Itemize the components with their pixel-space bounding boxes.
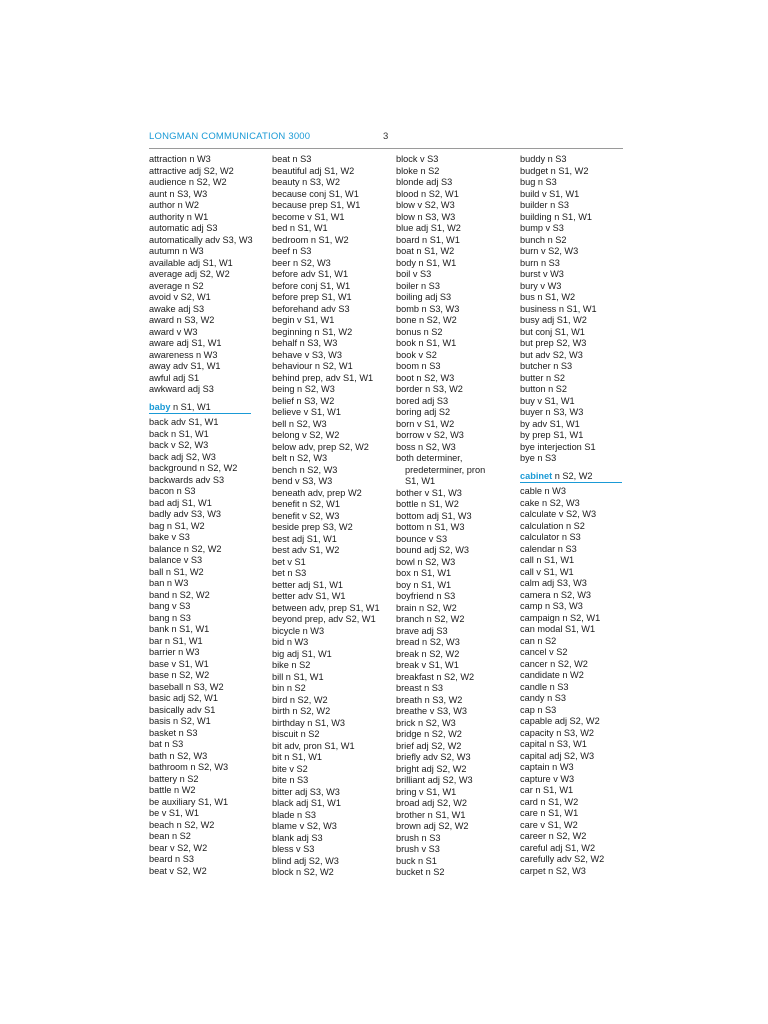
word-entry: award v W3 xyxy=(149,326,198,337)
word-entry: available adj S1, W1 xyxy=(149,257,233,268)
word-entry: ball n S1, W2 xyxy=(149,566,204,577)
word-entry: business n S1, W1 xyxy=(520,303,597,314)
word-entry: bucket n S2 xyxy=(396,867,445,877)
word-entry: bite n S3 xyxy=(272,775,309,785)
word-entry: be v S1, W1 xyxy=(149,808,200,818)
word-entry: bill n S1, W1 xyxy=(272,671,324,682)
word-entry: award n S3, W2 xyxy=(149,315,215,325)
word-entry: balance n S2, W2 xyxy=(149,543,222,554)
word-entry: S1, W1 xyxy=(405,476,436,486)
word-entry: back adv S1, W1 xyxy=(149,417,219,427)
word-entry: big adj S1, W1 xyxy=(272,648,332,659)
word-entry: bit n S1, W1 xyxy=(272,752,323,762)
word-entry: beside prep S3, W2 xyxy=(272,522,353,532)
word-entry: burn v S2, W3 xyxy=(520,246,579,256)
word-entry: average n S2 xyxy=(149,280,204,291)
word-entry: blame v S2, W3 xyxy=(272,821,337,831)
word-entry: belief n S3, W2 xyxy=(272,395,335,406)
word-entry: bye interjection S1 xyxy=(520,441,596,452)
word-entry: brain n S2, W2 xyxy=(396,602,457,613)
section-head-c xyxy=(520,471,622,484)
word-entry: bedroom n S1, W2 xyxy=(272,234,349,245)
word-entry: basis n S2, W1 xyxy=(149,716,211,726)
word-entry: bowl n S2, W3 xyxy=(396,556,456,567)
word-entry: cap n S3 xyxy=(520,704,557,715)
word-entry: better adv S1, W1 xyxy=(272,591,346,601)
word-entry: become v S1, W1 xyxy=(272,211,345,222)
word-entry: blow n S3, W3 xyxy=(396,211,456,222)
word-entry: bottom adj S1, W3 xyxy=(396,510,472,521)
word-entry: bicycle n W3 xyxy=(272,625,325,636)
word-entry: beauty n S3, W2 xyxy=(272,177,340,187)
word-entry: burn n S3 xyxy=(520,257,560,268)
word-entry: bend v S3, W3 xyxy=(272,476,333,486)
word-entry: band n S2, W2 xyxy=(149,589,210,600)
word-entry: basket n S3 xyxy=(149,727,198,738)
word-entry: bet v S1 xyxy=(272,556,306,567)
word-entry: candy n S3 xyxy=(520,693,566,703)
word-entry: building n S1, W1 xyxy=(520,211,593,222)
word-entry: candle n S3 xyxy=(520,681,569,692)
word-entry: beginning n S1, W2 xyxy=(272,326,353,337)
word-column-1 xyxy=(149,154,253,877)
word-entry: be auxiliary S1, W1 xyxy=(149,796,229,807)
word-entry: awareness n W3 xyxy=(149,349,218,360)
section-head-word: baby xyxy=(149,401,171,412)
word-entry: breath n S3, W2 xyxy=(396,694,463,705)
word-entry: bone n S2, W2 xyxy=(396,315,457,325)
word-entry: buck n S1 xyxy=(396,855,437,866)
word-entry: bye n S3 xyxy=(520,453,557,463)
word-entry: back v S2, W3 xyxy=(149,440,209,450)
word-entry: boring adj S2 xyxy=(396,407,451,417)
word-entry: bird n S2, W2 xyxy=(272,694,328,705)
word-entry: bath n S2, W3 xyxy=(149,750,208,761)
word-entry: capacity n S3, W2 xyxy=(520,727,595,738)
word-entry: break v S1, W1 xyxy=(396,660,459,670)
word-entry: bean n S2 xyxy=(149,831,191,841)
word-entry: below adv, prep S2, W2 xyxy=(272,441,369,452)
word-entry: baseball n S3, W2 xyxy=(149,681,224,692)
entry-group xyxy=(272,154,380,879)
word-entry: bury v W3 xyxy=(520,280,562,291)
word-entry: bound adj S2, W3 xyxy=(396,545,470,555)
word-entry: attraction n W3 xyxy=(149,154,211,164)
word-entry: carpet n S2, W3 xyxy=(520,865,586,876)
word-entry: attractive adj S2, W2 xyxy=(149,165,234,176)
word-entry: beard n S3 xyxy=(149,854,194,864)
word-entry: calculator n S3 xyxy=(520,532,581,542)
word-entry: brown adj S2, W2 xyxy=(396,821,469,831)
word-entry: call n S1, W1 xyxy=(520,555,575,565)
word-entry: blonde adj S3 xyxy=(396,177,453,187)
word-entry: bake v S3 xyxy=(149,532,190,542)
word-entry: being n S2, W3 xyxy=(272,384,335,394)
word-entry: calculate v S2, W3 xyxy=(520,509,597,519)
word-entry: brick n S2, W3 xyxy=(396,717,456,728)
running-title: LONGMAN COMMUNICATION 3000 xyxy=(149,131,311,142)
word-entry: boom n S3 xyxy=(396,361,441,371)
word-entry: butcher n S3 xyxy=(520,361,573,371)
word-entry: background n S2, W2 xyxy=(149,463,238,473)
word-entry: build v S1, W1 xyxy=(520,188,580,199)
word-entry: brief adj S2, W2 xyxy=(396,740,462,751)
word-entry: awful adj S1 xyxy=(149,372,200,383)
word-entry: careful adj S1, W2 xyxy=(520,842,596,853)
word-entry: cable n W3 xyxy=(520,486,566,496)
word-entry: bored adj S3 xyxy=(396,395,449,406)
word-entry: bank n S1, W1 xyxy=(149,624,210,634)
word-entry: best adv S1, W2 xyxy=(272,545,340,555)
word-entry: bench n S2, W3 xyxy=(272,464,338,475)
word-entry: campaign n S2, W1 xyxy=(520,612,601,623)
word-entry: awake adj S3 xyxy=(149,303,205,314)
entry-group xyxy=(396,154,500,465)
word-entry: borrow v S2, W3 xyxy=(396,430,464,440)
word-entry: blind adj S2, W3 xyxy=(272,855,339,866)
entry-group xyxy=(520,154,624,465)
word-entry: bitter adj S3, W3 xyxy=(272,786,340,797)
word-entry: call v S1, W1 xyxy=(520,566,574,577)
header-rule xyxy=(149,148,623,149)
word-entry: best adj S1, W1 xyxy=(272,533,337,544)
word-entry: awkward adj S3 xyxy=(149,384,214,394)
word-entry: bloke n S2 xyxy=(396,165,440,176)
word-entry: birth n S2, W2 xyxy=(272,706,331,716)
word-entry: avoid v S2, W1 xyxy=(149,292,211,302)
word-entry: boyfriend n S3 xyxy=(396,591,456,601)
word-entry: badly adv S3, W3 xyxy=(149,509,222,519)
word-entry: black adj S1, W1 xyxy=(272,798,341,808)
word-entry: bounce v S3 xyxy=(396,533,448,544)
section-head-rest: n S1, W1 xyxy=(170,401,211,412)
word-entry: average adj S2, W2 xyxy=(149,269,230,279)
word-entry: but prep S2, W3 xyxy=(520,338,587,348)
word-entry: brilliant adj S2, W3 xyxy=(396,775,473,785)
section-head-rest: n S2, W2 xyxy=(552,470,593,481)
word-entry: bar n S1, W1 xyxy=(149,635,203,646)
word-entry: but adv S2, W3 xyxy=(520,349,583,360)
word-entry: bat n S3 xyxy=(149,739,184,749)
word-entry: begin v S1, W1 xyxy=(272,315,335,325)
entry-continuation xyxy=(396,465,500,488)
word-entry: book n S1, W1 xyxy=(396,338,457,348)
word-entry: because conj S1, W1 xyxy=(272,188,359,199)
word-entry: care n S1, W1 xyxy=(520,808,579,818)
word-entry: can modal S1, W1 xyxy=(520,624,596,634)
word-entry: by adv S1, W1 xyxy=(520,418,580,429)
word-entry: bed n S1, W1 xyxy=(272,223,328,233)
word-entry: button n S2 xyxy=(520,384,567,394)
word-entry: cancer n S2, W2 xyxy=(520,658,588,669)
word-entry: beer n S2, W3 xyxy=(272,257,331,268)
word-entry: bike n S2 xyxy=(272,660,311,670)
word-entry: belt n S2, W3 xyxy=(272,453,328,463)
word-entry: behalf n S3, W3 xyxy=(272,338,338,348)
word-column-2 xyxy=(272,154,380,879)
word-entry: butter n S2 xyxy=(520,372,565,383)
word-entry: automatic adj S3 xyxy=(149,223,218,233)
word-entry: better adj S1, W1 xyxy=(272,579,343,590)
word-entry: beat n S3 xyxy=(272,154,312,164)
word-entry: back adj S2, W3 xyxy=(149,451,216,462)
word-entry: barrier n W3 xyxy=(149,647,200,657)
word-entry: capable adj S2, W2 xyxy=(520,716,600,726)
word-entry: beef n S3 xyxy=(272,246,312,256)
word-entry: between adv, prep S1, W1 xyxy=(272,602,380,613)
word-entry: candidate n W2 xyxy=(520,670,584,680)
word-entry: bad adj S1, W1 xyxy=(149,497,212,508)
word-entry: balance v S3 xyxy=(149,555,203,565)
page-header xyxy=(149,131,623,147)
word-entry: bottom n S1, W3 xyxy=(396,522,465,532)
word-entry: bright adj S2, W2 xyxy=(396,763,467,774)
word-entry: behaviour n S2, W1 xyxy=(272,361,353,371)
word-entry: automatically adv S3, W3 xyxy=(149,234,253,245)
word-entry: beach n S2, W2 xyxy=(149,819,215,830)
word-entry: blank adj S3 xyxy=(272,832,323,843)
word-entry: bug n S3 xyxy=(520,177,557,187)
word-entry: behave v S3, W3 xyxy=(272,349,342,360)
word-entry: branch n S2, W2 xyxy=(396,614,465,624)
word-entry: battle n W2 xyxy=(149,785,196,795)
word-entry: buyer n S3, W3 xyxy=(520,407,584,417)
word-entry: broad adj S2, W2 xyxy=(396,798,467,808)
word-entry: bacon n S3 xyxy=(149,486,196,496)
word-entry: breakfast n S2, W2 xyxy=(396,671,475,682)
word-column-4 xyxy=(520,154,624,877)
word-entry: buddy n S3 xyxy=(520,154,567,164)
word-entry: author n W2 xyxy=(149,200,200,210)
word-entry: base n S2, W2 xyxy=(149,670,210,680)
word-entry: boiling adj S3 xyxy=(396,292,452,302)
word-entry: blood n S2, W1 xyxy=(396,188,459,199)
word-entry: body n S1, W1 xyxy=(396,257,457,268)
section-head-b xyxy=(149,402,251,415)
word-entry: bump v S3 xyxy=(520,223,564,233)
word-entry: audience n S2, W2 xyxy=(149,177,227,187)
word-entry: blade n S3 xyxy=(272,809,316,820)
word-entry: benefit v S2, W3 xyxy=(272,510,340,521)
word-entry: before conj S1, W1 xyxy=(272,280,351,291)
word-entry: bread n S2, W3 xyxy=(396,637,460,647)
word-entry: brother n S1, W1 xyxy=(396,809,466,820)
word-entry: box n S1, W1 xyxy=(396,568,452,578)
word-entry: board n S1, W1 xyxy=(396,234,460,245)
word-entry: back n S1, W1 xyxy=(149,428,209,439)
word-entry: bus n S1, W2 xyxy=(520,292,576,302)
word-entry: can n S2 xyxy=(520,635,557,646)
word-entry: behind prep, adv S1, W1 xyxy=(272,372,374,383)
word-entry: camp n S3, W3 xyxy=(520,601,583,611)
word-entry: battery n S2 xyxy=(149,773,199,784)
word-entry: aunt n S3, W3 xyxy=(149,188,208,199)
word-entry: brave adj S3 xyxy=(396,625,448,636)
word-entry: beforehand adv S3 xyxy=(272,303,350,314)
word-entry: bet n S3 xyxy=(272,568,307,578)
word-entry: cancel v S2 xyxy=(520,647,568,657)
word-entry: before prep S1, W1 xyxy=(272,292,352,302)
word-entry: authority n W1 xyxy=(149,211,209,222)
word-entry: bother v S1, W3 xyxy=(396,487,462,498)
word-entry: burst v W3 xyxy=(520,269,564,279)
word-entry: breathe v S3, W3 xyxy=(396,706,467,716)
word-entry: bite v S2 xyxy=(272,763,308,774)
word-entry: ban n W3 xyxy=(149,578,189,588)
word-entry: boat n S1, W2 xyxy=(396,246,455,256)
word-entry: boy n S1, W1 xyxy=(396,579,452,590)
section-head-word: cabinet xyxy=(520,470,553,481)
word-entry: base v S1, W1 xyxy=(149,658,209,669)
word-entry: career n S2, W2 xyxy=(520,831,587,841)
word-entry: bit adv, pron S1, W1 xyxy=(272,740,355,751)
word-entry: benefit n S2, W1 xyxy=(272,499,340,509)
word-entry: brush n S3 xyxy=(396,832,441,843)
word-entry: carefully adv S2, W2 xyxy=(520,854,605,864)
word-entry: car n S1, W1 xyxy=(520,785,574,795)
word-entry: bridge n S2, W2 xyxy=(396,729,462,739)
word-entry: boss n S2, W3 xyxy=(396,441,456,452)
word-entry: away adv S1, W1 xyxy=(149,361,221,371)
entry-group xyxy=(149,154,253,396)
word-entry: basic adj S2, W1 xyxy=(149,693,218,703)
word-entry: beat v S2, W2 xyxy=(149,865,207,876)
word-entry: briefly adv S2, W3 xyxy=(396,752,471,762)
word-entry: cake n S2, W3 xyxy=(520,497,580,508)
word-entry: but conj S1, W1 xyxy=(520,326,585,337)
word-entry: bin n S2 xyxy=(272,683,306,693)
word-entry: because prep S1, W1 xyxy=(272,200,361,210)
word-entry: by prep S1, W1 xyxy=(520,430,584,440)
word-entry: blow v S2, W3 xyxy=(396,200,455,210)
word-entry: builder n S3 xyxy=(520,200,570,210)
word-entry: calculation n S2 xyxy=(520,520,585,531)
word-entry: block n S2, W2 xyxy=(272,867,334,877)
word-entry: predeterminer, pron xyxy=(405,464,486,475)
word-entry: camera n S2, W3 xyxy=(520,589,591,600)
word-entry: aware adj S1, W1 xyxy=(149,338,222,348)
word-entry: bunch n S2 xyxy=(520,234,567,245)
word-entry: break n S2, W2 xyxy=(396,648,460,659)
word-entry: breast n S3 xyxy=(396,683,443,693)
word-entry: bonus n S2 xyxy=(396,326,443,337)
word-entry: capture v W3 xyxy=(520,773,575,784)
word-entry: capital adj S2, W3 xyxy=(520,750,595,761)
word-entry: border n S3, W2 xyxy=(396,384,463,394)
word-entry: blue adj S1, W2 xyxy=(396,223,461,233)
word-entry: autumn n W3 xyxy=(149,246,204,256)
word-entry: boot n S2, W3 xyxy=(396,372,455,383)
word-entry: bell n S2, W3 xyxy=(272,418,327,429)
word-entry: buy v S1, W1 xyxy=(520,395,575,406)
word-entry: bid n W3 xyxy=(272,637,309,647)
word-entry: both determiner, xyxy=(396,453,463,463)
page-number: 3 xyxy=(383,131,389,142)
entry-group xyxy=(396,488,500,879)
word-entry: bag n S1, W2 xyxy=(149,520,205,531)
word-entry: belong v S2, W2 xyxy=(272,430,340,440)
word-entry: birthday n S1, W3 xyxy=(272,717,346,728)
word-entry: budget n S1, W2 xyxy=(520,165,589,176)
word-entry: boil v S3 xyxy=(396,269,432,279)
word-entry: believe v S1, W1 xyxy=(272,407,341,417)
word-entry: bomb n S3, W3 xyxy=(396,303,460,314)
word-entry: card n S1, W2 xyxy=(520,796,579,807)
entry-group xyxy=(149,417,253,877)
word-entry: born v S1, W2 xyxy=(396,418,455,429)
word-entry: captain n W3 xyxy=(520,762,574,772)
word-entry: beneath adv, prep W2 xyxy=(272,487,362,498)
word-entry: basically adv S1 xyxy=(149,704,216,715)
word-entry: book v S2 xyxy=(396,349,437,360)
word-entry: block v S3 xyxy=(396,154,439,164)
word-entry: boiler n S3 xyxy=(396,280,440,291)
word-entry: beyond prep, adv S2, W1 xyxy=(272,614,376,624)
word-entry: bathroom n S2, W3 xyxy=(149,762,229,772)
word-entry: biscuit n S2 xyxy=(272,729,320,739)
word-entry: backwards adv S3 xyxy=(149,474,225,485)
entry-group xyxy=(520,486,624,877)
word-entry: brush v S3 xyxy=(396,844,440,854)
word-entry: bang n S3 xyxy=(149,612,191,623)
word-entry: bottle n S1, W2 xyxy=(396,499,459,509)
word-entry: busy adj S1, W2 xyxy=(520,315,587,325)
word-entry: bless v S3 xyxy=(272,844,315,854)
word-entry: bear v S2, W2 xyxy=(149,842,208,853)
word-entry: capital n S3, W1 xyxy=(520,739,587,749)
word-entry: calendar n S3 xyxy=(520,543,577,554)
word-entry: beautiful adj S1, W2 xyxy=(272,165,355,176)
word-entry: calm adj S3, W3 xyxy=(520,578,587,588)
word-entry: bang v S3 xyxy=(149,601,191,611)
word-entry: before adv S1, W1 xyxy=(272,269,349,279)
word-entry: bring v S1, W1 xyxy=(396,786,457,797)
word-entry: care v S1, W2 xyxy=(520,819,578,830)
word-column-3 xyxy=(396,154,500,879)
